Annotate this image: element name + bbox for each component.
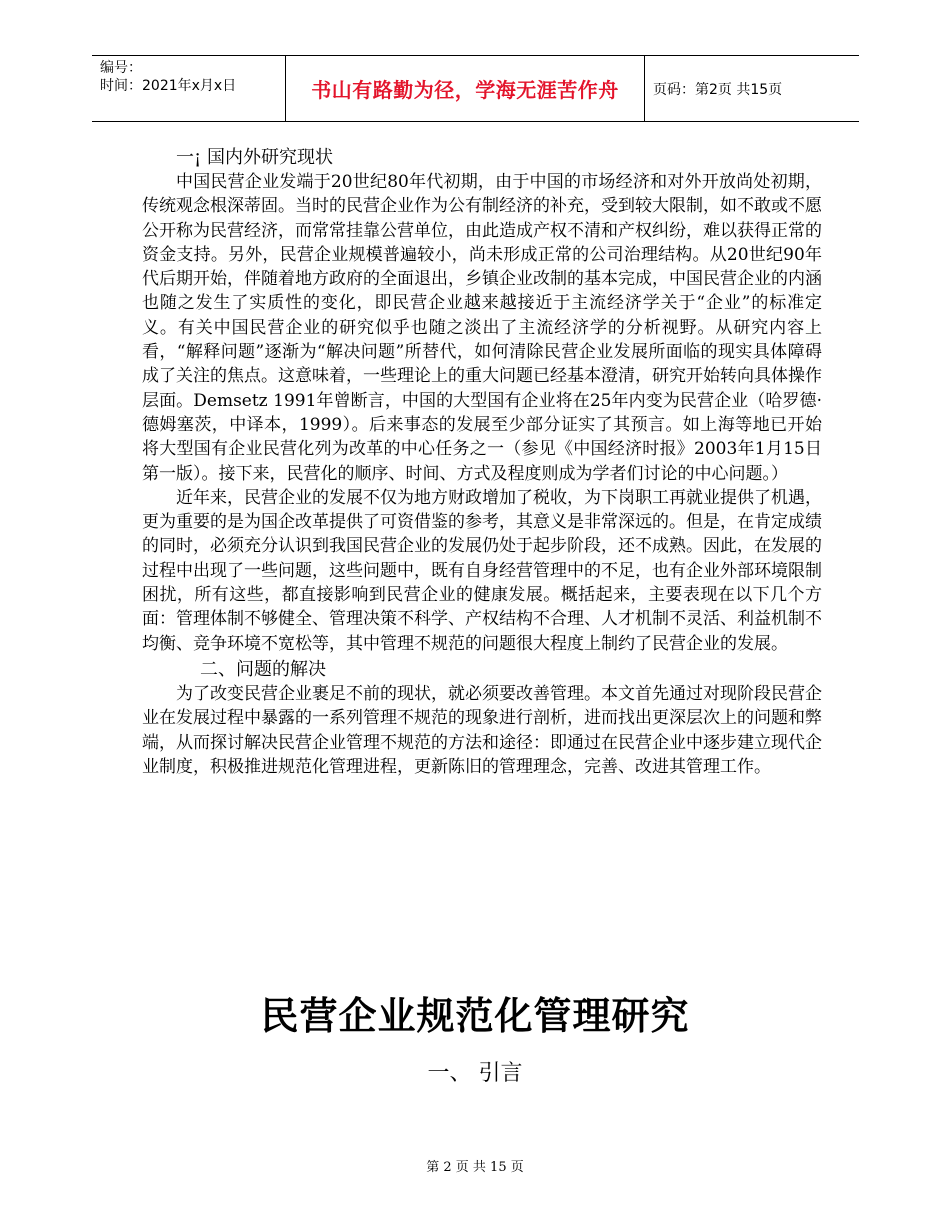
document-body (142, 146, 822, 779)
paragraph: 中国民营企业发端于20世纪80年代初期，由于中国的市场经济和对外开放尚处初期，传统观念根深蒂固。当时的民营企业作为公有制经济的补充，受到较大限制，如不敢或不愿公开称为民营经济，而常常挂靠公营单位，由此造成产权不清和产权纠纷，难以获得正常的资金支持。另外，民营企业规模普遍较小，尚未形成正常的公司治理结构。从20世纪90年代后期开始，伴随着地方政府的全面退出，乡镇企业改制的基本完成，中国民营企业的内涵也随之发生了实质性的变化，即民营企业越来越接近于主流经济学关于“企业”的标准定义。有关中国民营企业的研究似乎也随之淡出了主流经济学的分析视野。从研究内容上看，“解释问题”逐渐为“解决问题”所替代，如何清除民营企业发展所面临的现实具体障碍成了关注的焦点。这意味着，一些理论上的重大问题已经基本澄清，研究开始转向具体操作层面。Demsetz 1991年曾断言，中国的大型国有企业将在25年内变为民营企业（哈罗德·德姆塞茨，中译本，1999）。后来事态的发展至少部分证实了其预言。如上海等地已开始将大型国有企业民营化列为改革的中心任务之一（参见《中国经济时报》2003年1月15日第一版）。接下来，民营化的顺序、时间、方式及程度则成为学者们讨论的中心问题。） (142, 172, 822, 484)
page-footer: 第 2 页 共 15 页 (426, 1160, 524, 1175)
page-header (92, 55, 859, 122)
paragraph: 近年来，民营企业的发展不仅为地方财政增加了税收，为下岗职工再就业提供了机遇，更为重要的是为国企改革提供了可资借鉴的参考，其意义是非常深远的。但是，在肯定成绩的同时，必须充分认识到我国民营企业的发展仍处于起步阶段，还不成熟。因此，在发展的过程中出现了一些问题，这些问题中，既有自身经营管理中的不足，也有企业外部环境限制困扰，所有这些，都直接影响到民营企业的健康发展。概括起来，主要表现在以下几个方面：管理体制不够健全、管理决策不科学、产权结构不合理、人才机制不灵活、利益机制不均衡、竞争环境不宽松等，其中管理不规范的问题很大程度上制约了民营企业的发展。 (142, 487, 822, 654)
header-page-info: 页码：第2页 共15页 (653, 81, 783, 98)
header-motto: 书山有路勤为径，学海无涯苦作舟 (286, 56, 645, 121)
header-meta-cell (92, 56, 286, 121)
document-date-label: 时间：2021年x月x日 (100, 78, 237, 94)
paragraph: 为了改变民营企业裹足不前的现状，就必须要改善管理。本文首先通过对现阶段民营企业在发展过程中暴露的一系列管理不规范的现象进行剖析，进而找出更深层次上的问题和弊端，从而探讨解决民营企业管理不规范的方法和途径：即通过在民营企业中逐步建立现代企业制度，积极推进规范化管理进程，更新陈旧的管理理念，完善、改进其管理工作。 (142, 683, 822, 777)
document-subtitle: 一、 引言 (427, 1061, 523, 1086)
section-heading-research-status: 一¡ 国内外研究现状 (176, 147, 333, 168)
document-title: 民营企业规范化管理研究 (260, 994, 690, 1038)
document-number-label: 编号： (100, 60, 142, 76)
section-heading-solution: 二、问题的解决 (200, 658, 326, 680)
